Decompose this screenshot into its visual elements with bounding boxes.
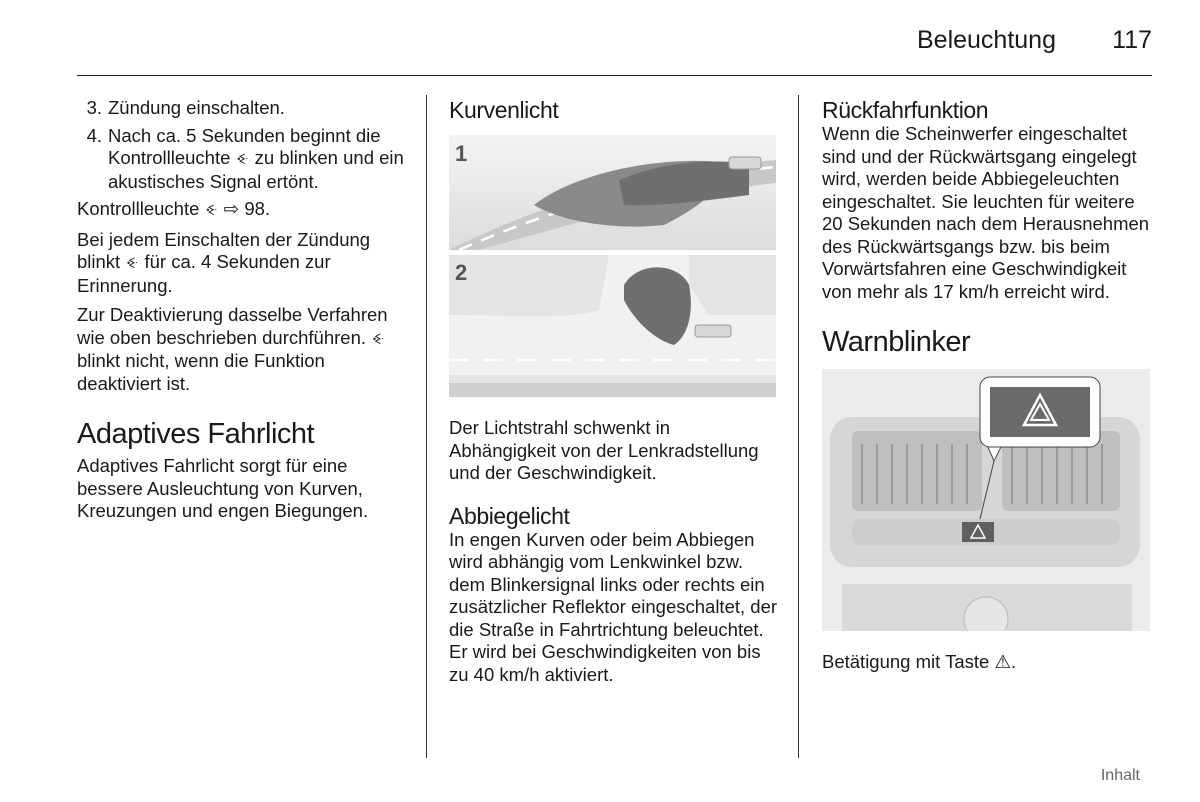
step-text: Nach ca. 5 Sekunden beginnt die Kontrollleuchte ꔾ zu blinken und ein akustisches Signal ertönt. — [108, 124, 404, 192]
header-title: Beleuchtung — [916, 26, 1056, 54]
step-number: 4. — [86, 124, 102, 146]
paragraph-rueckfahrfunktion: Wenn die Scheinwerfer eingeschaltet sind und der Rückwärtsgang eingelegt wird, werden beide Abbiegeleuchten eingeschaltet. Sie leuchten für weitere 20 Sekunden nach dem Herausnehmen des Rückwärtsgangs bzw. bis beim Vorwärtsfahren eine Geschwindigkeit von mehr als 17 km/h erreicht wird. — [822, 123, 1150, 302]
column-2 — [449, 97, 779, 693]
heading-rueckfahrfunktion: Rückfahrfunktion — [822, 97, 989, 123]
paragraph-betaetigung: Betätigung mit Taste ⚠. — [822, 651, 1017, 672]
indicator-lamp-icon: ꔾ — [236, 151, 249, 167]
page-number: 117 — [1112, 26, 1152, 54]
cornering-light-figure — [449, 135, 776, 397]
column-1 — [77, 97, 407, 530]
paragraph-bei-jedem: Bei jedem Einschalten der Zündung blinkt ꔾ für ca. 4 Sekunden zur Erinnerung. — [77, 228, 371, 296]
list-item-step-3 — [77, 97, 407, 120]
paragraph-deaktivierung: Zur Deaktivierung dasselbe Verfahren wie oben beschrieben durchführen. ꔾ blinkt nicht, wenn die Funktion deaktiviert ist. — [77, 304, 388, 394]
step-number: 3. — [86, 97, 102, 118]
indicator-lamp-icon: ꔾ — [205, 202, 218, 218]
heading-warnblinker: Warnblinker — [822, 326, 971, 358]
hazard-switch-figure — [822, 369, 1150, 631]
step-text: Zündung einschalten. — [108, 97, 285, 118]
paragraph-abbiegelicht: In engen Kurven oder beim Abbiegen wird abhängig vom Lenkwinkel bzw. dem Blinkersignal links oder rechts ein zusätzlicher Reflektor eingeschaltet, der die Straße in Fahrtrichtung beleuchtet. Er wird bei Geschwindigkeiten von bis zu 40 km/h aktiviert. — [449, 528, 778, 685]
paragraph-lichtstrahl: Der Lichtstrahl schwenkt in Abhängigkeit von der Lenkradstellung und der Geschwindigkeit. — [449, 417, 759, 483]
heading-abbiegelicht: Abbiegelicht — [449, 502, 570, 529]
hazard-warning-icon: ⚠ — [994, 651, 1012, 672]
contents-link[interactable]: Inhalt — [1100, 767, 1140, 784]
list-item-step-4 — [77, 125, 407, 194]
cross-reference[interactable]: Kontrollleuchte ꔾ ⇨ 98. — [77, 198, 407, 222]
cornering-light-illustration — [449, 135, 776, 397]
hazard-switch-illustration — [822, 369, 1150, 631]
column-3 — [822, 97, 1157, 681]
column-divider-2 — [798, 95, 799, 758]
figure-label-2: 2 — [455, 260, 468, 285]
indicator-lamp-icon: ꔾ — [372, 330, 385, 347]
column-divider-1 — [426, 95, 427, 758]
paragraph-adaptiv: Adaptives Fahrlicht sorgt für eine bessere Ausleuchtung von Kurven, Kreuzungen und engen Biegungen. — [77, 455, 369, 521]
figure-label-1: 1 — [455, 141, 468, 166]
heading-adaptives-fahrlicht: Adaptives Fahrlicht — [77, 418, 315, 450]
page-header — [77, 0, 1152, 76]
indicator-lamp-icon: ꔾ — [126, 255, 139, 271]
heading-kurvenlicht: Kurvenlicht — [449, 97, 559, 123]
page-ref-arrow-icon: ⇨ — [223, 198, 240, 219]
